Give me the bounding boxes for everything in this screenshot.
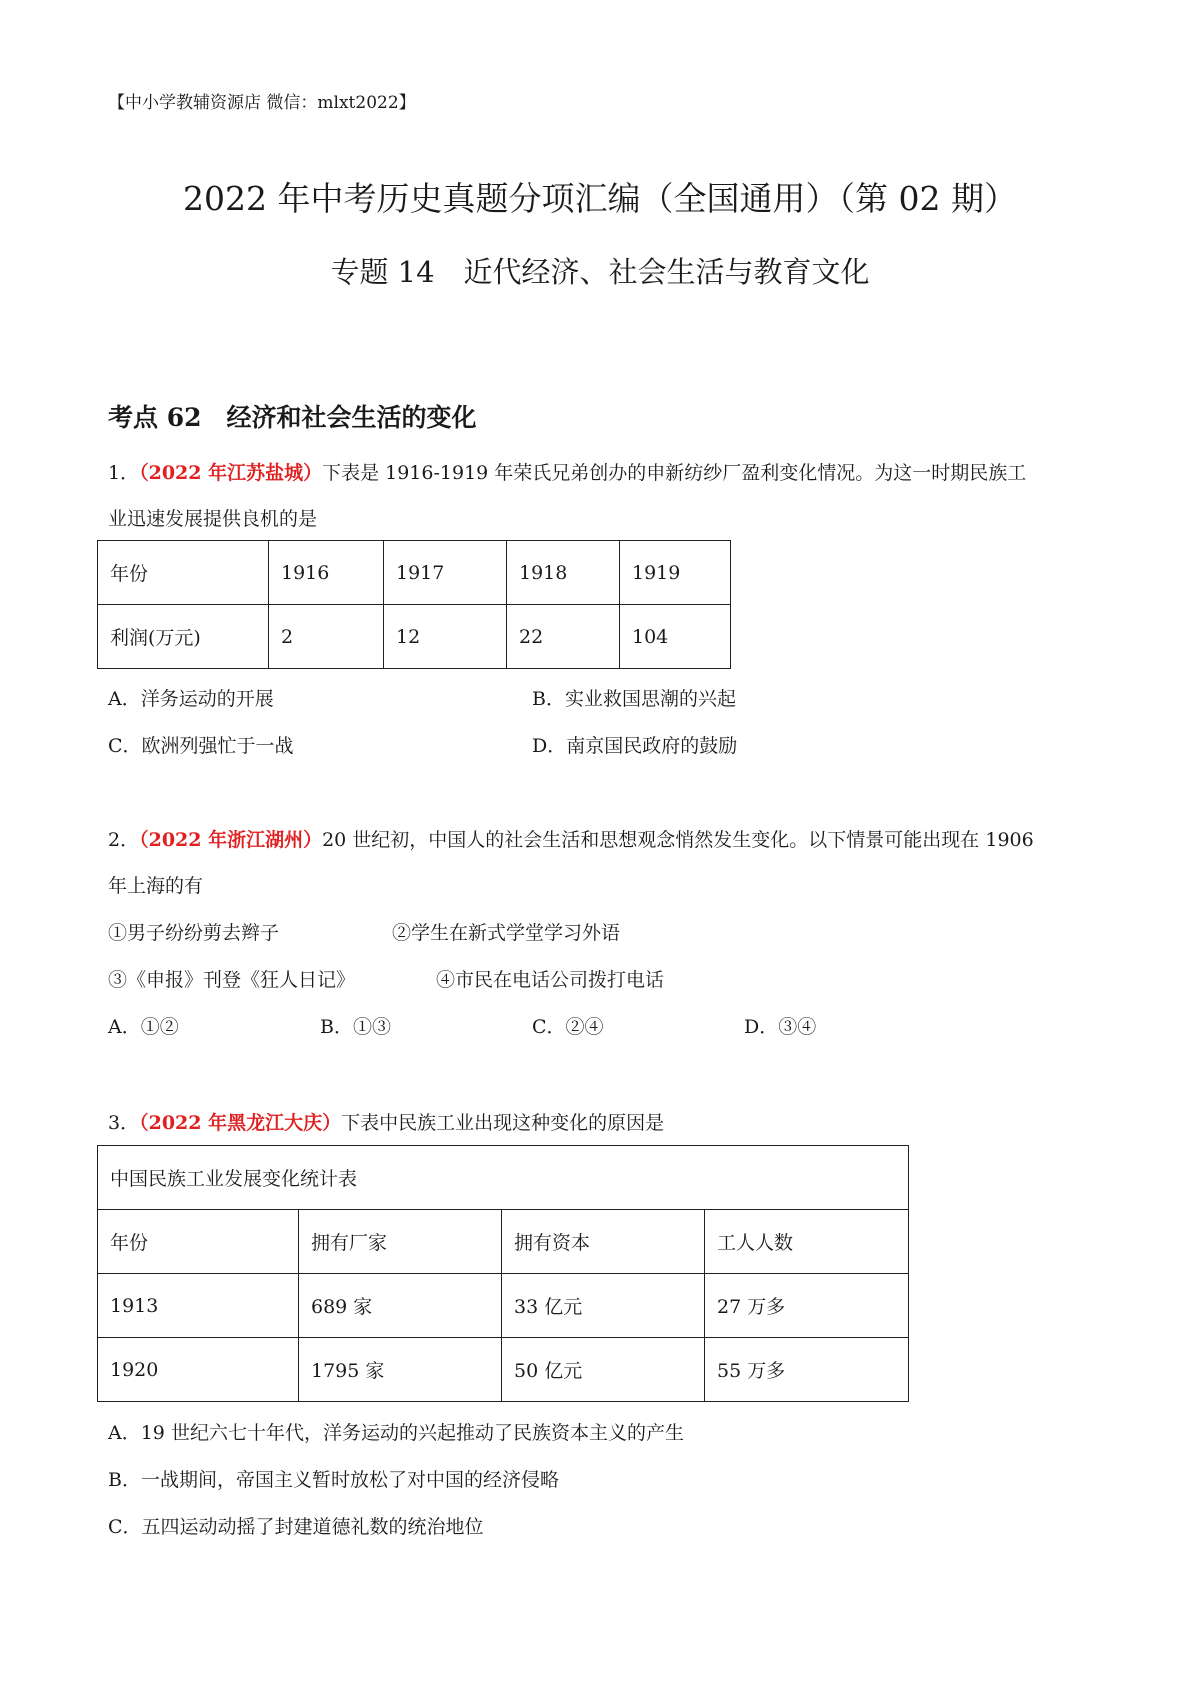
table-cell: 27 万多 — [705, 1274, 909, 1338]
header-note: 【中小学教辅资源店 微信：mlxt2022】 — [108, 93, 416, 113]
q3-stem-line — [108, 1108, 664, 1135]
sub-title: 专题 14 近代经济、社会生活与教育文化 — [330, 255, 870, 289]
section-heading: 考点 62 经济和社会生活的变化 — [108, 403, 477, 432]
q3-stem-text: 下表中民族工业出现这种变化的原因是 — [341, 1112, 665, 1134]
q3-option-b: B．一战期间，帝国主义暂时放松了对中国的经济侵略 — [108, 1469, 559, 1491]
table-row — [98, 605, 731, 669]
q3-source: （2022 年黑龙江大庆） — [139, 1112, 342, 1134]
q1-stem-line2: 业迅速发展提供良机的是 — [108, 508, 318, 530]
q3-option-c: C．五四运动动摇了封建道德礼数的统治地位 — [108, 1516, 484, 1538]
q2-stem-line1 — [108, 825, 1034, 852]
q2-stem-text: 20 世纪初，中国人的社会生活和思想观念悄然发生变化。以下情景可能出现在 1906 — [322, 829, 1034, 851]
q2-stem-line2: 年上海的有 — [108, 875, 204, 897]
table-cell: 12 — [384, 605, 507, 669]
table-cell: 1918 — [507, 541, 620, 605]
q1-stem-text: 下表是 1916-1919 年荣氏兄弟创办的申新纺纱厂盈利变化情况。为这一时期民族工 — [322, 462, 1027, 484]
q1-source: （2022 年江苏盐城） — [139, 462, 323, 484]
table-row — [98, 1146, 909, 1210]
q1-option-b: B．实业救国思潮的兴起 — [532, 688, 736, 710]
q2-item-2: ②学生在新式学堂学习外语 — [392, 922, 621, 944]
table-cell: 1916 — [269, 541, 384, 605]
q3-option-a: A．19 世纪六七十年代，洋务运动的兴起推动了民族资本主义的产生 — [108, 1422, 684, 1444]
q1-option-a: A．洋务运动的开展 — [108, 688, 274, 710]
table-cell: 22 — [507, 605, 620, 669]
q2-item-1: ①男子纷纷剪去辫子 — [108, 922, 280, 944]
q2-option-b: B．①③ — [320, 1016, 391, 1038]
q2-option-d: D．③④ — [744, 1016, 817, 1038]
table-title-cell: 中国民族工业发展变化统计表 — [98, 1146, 909, 1210]
table-cell: 33 亿元 — [502, 1274, 705, 1338]
table-row — [98, 1338, 909, 1402]
q1-stem-line1 — [108, 458, 1026, 485]
table-cell: 年份 — [98, 1210, 299, 1274]
table-cell: 1795 家 — [299, 1338, 502, 1402]
main-title: 2022 年中考历史真题分项汇编（全国通用）（第 02 期） — [183, 179, 1017, 218]
table-cell: 2 — [269, 605, 384, 669]
table-cell: 1919 — [620, 541, 731, 605]
table-cell: 1913 — [98, 1274, 299, 1338]
table-cell: 年份 — [98, 541, 269, 605]
q1-option-c: C．欧洲列强忙于一战 — [108, 735, 294, 757]
q1-option-d: D．南京国民政府的鼓励 — [532, 735, 738, 757]
q2-item-3: ③《申报》刊登《狂人日记》 — [108, 969, 356, 991]
q1-number: 1． — [108, 462, 140, 484]
table-row — [98, 1210, 909, 1274]
q2-number: 2． — [108, 829, 140, 851]
q3-table — [97, 1145, 909, 1402]
table-cell: 工人人数 — [705, 1210, 909, 1274]
table-cell: 1920 — [98, 1338, 299, 1402]
table-cell: 拥有厂家 — [299, 1210, 502, 1274]
table-row — [98, 1274, 909, 1338]
q3-number: 3． — [108, 1112, 140, 1134]
q2-source: （2022 年浙江湖州） — [139, 829, 323, 851]
table-row — [98, 541, 731, 605]
q2-item-4: ④市民在电话公司拨打电话 — [436, 969, 665, 991]
table-cell: 55 万多 — [705, 1338, 909, 1402]
table-cell: 拥有资本 — [502, 1210, 705, 1274]
q2-option-c: C．②④ — [532, 1016, 604, 1038]
table-cell: 利润(万元) — [98, 605, 269, 669]
table-cell: 1917 — [384, 541, 507, 605]
table-cell: 50 亿元 — [502, 1338, 705, 1402]
q1-table — [97, 540, 731, 669]
q2-option-a: A．①② — [108, 1016, 179, 1038]
table-cell: 689 家 — [299, 1274, 502, 1338]
table-cell: 104 — [620, 605, 731, 669]
